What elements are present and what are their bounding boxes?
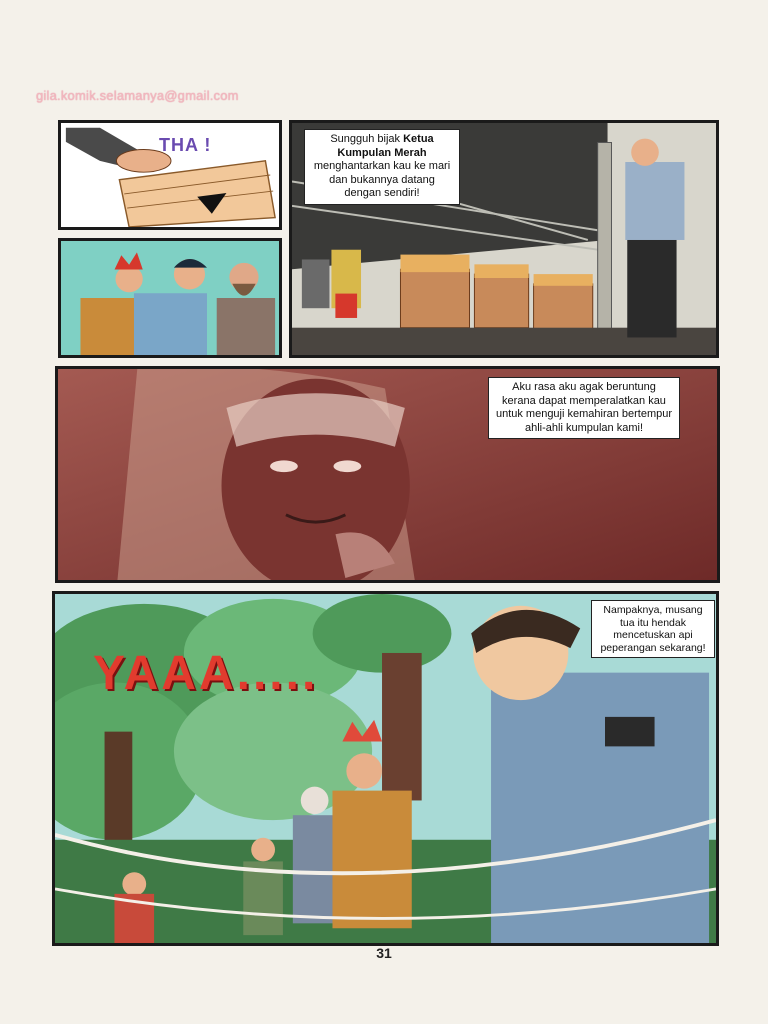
three-men-illustration [61, 241, 279, 355]
caption-panel-3-pre: Sungguh bijak [330, 133, 404, 145]
page-number: 31 [376, 945, 392, 961]
caption-panel-3 [304, 129, 460, 205]
panel-1-crate-strike [58, 120, 282, 230]
panel-5-forest-battle [52, 591, 719, 946]
caption-panel-3-bold: Ketua Kumpulan Merah [337, 133, 434, 159]
caption-panel-3-post: menghantarkan kau ke mari dan bukannya datang dengan sendiri! [313, 160, 451, 199]
sfx-yaaa: YAAA..... [93, 647, 319, 700]
caption-panel-4: Aku rasa aku agak beruntung kerana dapat memperalatkan kau untuk menguji kemahiran bertempur ahli-ahli kumpulan kami! [488, 377, 680, 439]
sfx-tha: THA ! [159, 135, 212, 155]
watermark-email: gila.komik.selamanya@gmail.com [36, 88, 239, 103]
panel-2-three-men [58, 238, 282, 358]
panel-3-warehouse [289, 120, 719, 358]
panel-4-villain-closeup [55, 366, 720, 583]
caption-panel-5: Nampaknya, musang tua itu hendak mencetuskan api peperangan sekarang! [591, 600, 715, 658]
